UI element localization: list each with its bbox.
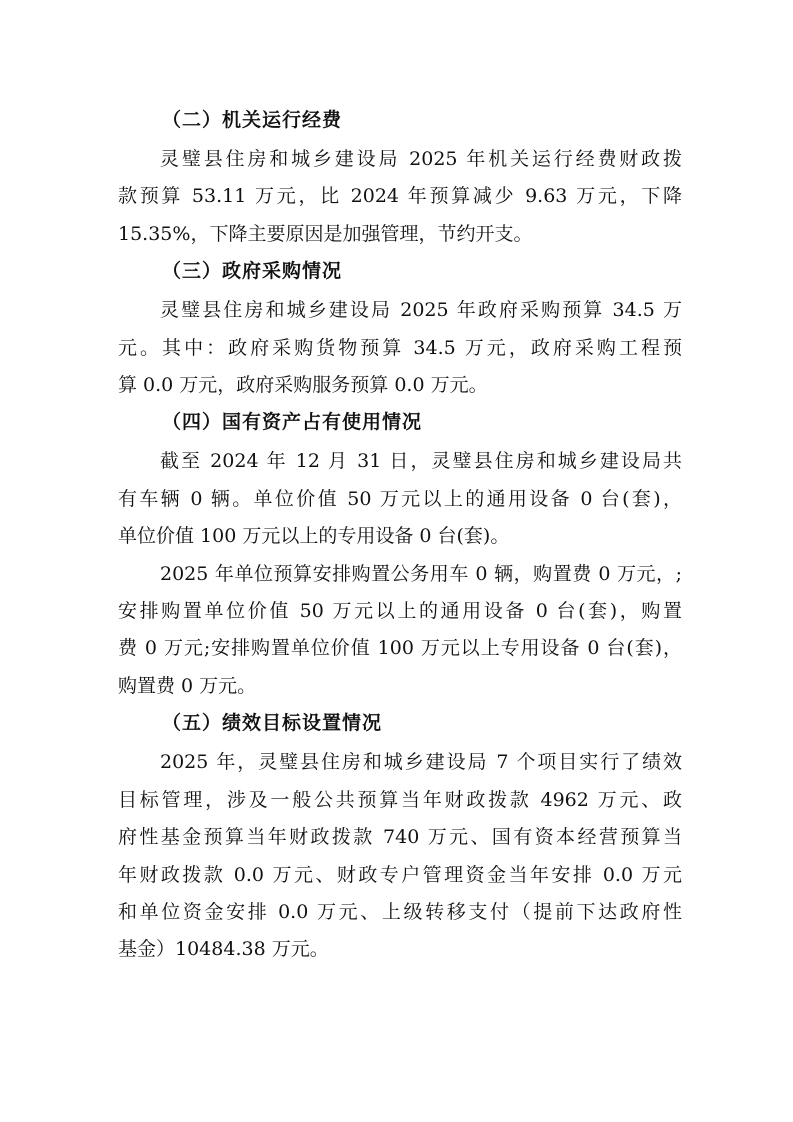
section-government-procurement	[118, 255, 682, 404]
paragraph	[118, 292, 682, 404]
section-heading: （四）国有资产占有使用情况	[162, 411, 423, 434]
text-line: 算 0.0 万元，政府采购服务预算 0.0 万元。	[118, 374, 488, 397]
section-operating-expenses	[118, 104, 682, 253]
text-line: 2025 年单位预算安排购置公务用车 0 辆，购置费 0 万元，;	[160, 562, 682, 585]
text-line: 截至 2024 年 12 月 31 日，灵璧县住房和城乡建设局共	[160, 450, 682, 473]
paragraph	[118, 443, 682, 555]
text-line: 安排购置单位价值 50 万元以上的通用设备 0 台(套)，购置	[118, 600, 682, 623]
text-line: 和单位资金安排 0.0 万元、上级转移支付（提前下达政府性	[118, 900, 682, 923]
text-line: 有车辆 0 辆。单位价值 50 万元以上的通用设备 0 台(套)，	[118, 487, 682, 510]
section-heading: （二）机关运行经费	[162, 109, 343, 131]
text-line: 基金）10484.38 万元。	[118, 938, 329, 961]
text-line: 目标管理，涉及一般公共预算当年财政拨款 4962 万元、政	[118, 788, 682, 811]
text-line: 单位价值 100 万元以上的专用设备 0 台(套)。	[118, 525, 510, 548]
paragraph	[118, 141, 682, 253]
document-page	[118, 104, 682, 971]
text-line: 府性基金预算当年财政拨款 740 万元、国有资本经营预算当	[118, 826, 682, 849]
text-line: 费 0 万元;安排购置单位价值 100 万元以上专用设备 0 台(套)，	[118, 637, 682, 660]
text-line: 15.35%，下降主要原因是加强管理，节约开支。	[118, 222, 533, 245]
text-line: 年财政拨款 0.0 万元、财政专户管理资金当年安排 0.0 万元	[118, 863, 682, 886]
paragraph	[118, 744, 682, 968]
text-line: 灵璧县住房和城乡建设局 2025 年机关运行经费财政拨	[160, 148, 682, 170]
section-state-assets	[118, 406, 682, 705]
text-line: 2025 年，灵璧县住房和城乡建设局 7 个项目实行了绩效	[160, 751, 682, 774]
section-performance-targets	[118, 707, 682, 968]
text-line: 款预算 53.11 万元，比 2024 年预算减少 9.63 万元，下降	[118, 185, 682, 208]
text-line: 元。其中：政府采购货物预算 34.5 万元，政府采购工程预	[118, 336, 682, 359]
text-line: 购置费 0 万元。	[118, 674, 257, 697]
text-line: 灵璧县住房和城乡建设局 2025 年政府采购预算 34.5 万	[160, 299, 682, 322]
section-heading: （三）政府采购情况	[162, 260, 343, 283]
paragraph	[118, 556, 682, 706]
section-heading: （五）绩效目标设置情况	[162, 712, 383, 735]
